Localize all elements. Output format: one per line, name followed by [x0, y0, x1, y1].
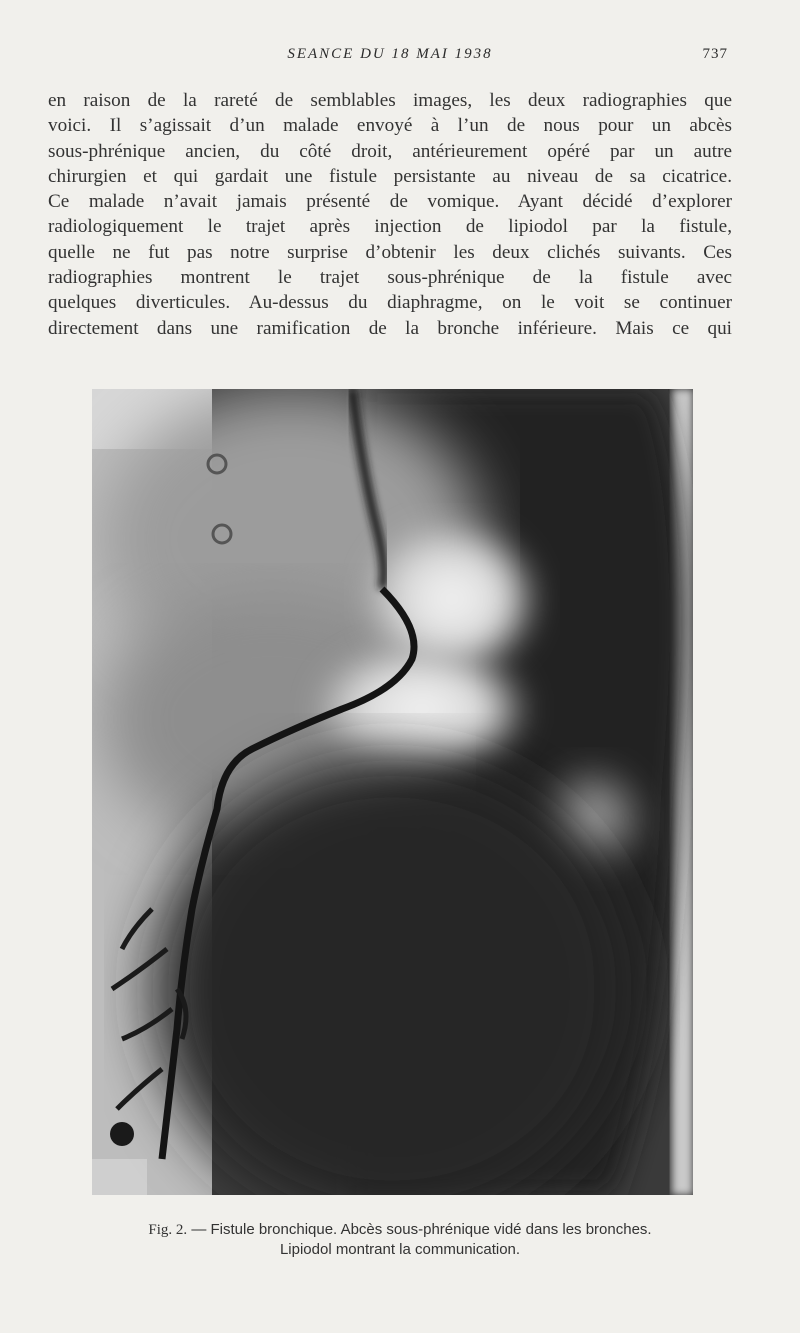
- body-line: sous-phrénique ancien, du côté droit, antérieurement opéré par un autre: [48, 140, 732, 162]
- body-line: radiographies montrent le trajet sous-phrénique de la fistule avec: [48, 267, 732, 289]
- caption-line-1: [60, 1220, 740, 1240]
- radiograph-image: [92, 389, 693, 1195]
- body-line: voici. Il s’agissait d’un malade envoyé à l’un de nous pour un abcès: [48, 115, 732, 137]
- body-line: Ce malade n’avait jamais présenté de vomique. Ayant décidé d’explorer: [48, 191, 732, 213]
- body-line: quelques diverticules. Au-dessus du diaphragme, on le voit se continuer: [48, 292, 732, 314]
- radiograph-figure: [92, 389, 693, 1195]
- page-header: [48, 46, 732, 70]
- body-line: en raison de la rareté de semblables images, les deux radiographies que: [48, 90, 732, 111]
- body-line: directement dans une ramification de la bronche inférieure. Mais ce qui: [48, 317, 732, 339]
- caption-text: — Fistule bronchique. Abcès sous-phrénique vidé dans les bronches.: [187, 1221, 652, 1238]
- body-paragraph: [48, 88, 732, 341]
- caption-line-2: Lipiodol montrant la communication.: [279, 1241, 521, 1258]
- body-line: radiologiquement le trajet après injection de lipiodol par la fistule,: [48, 216, 732, 238]
- figure-caption: [60, 1220, 740, 1260]
- running-title: SEANCE DU 18 MAI 1938: [287, 46, 493, 62]
- page-number: 737: [702, 46, 728, 62]
- body-line: quelle ne fut pas notre surprise d’obtenir les deux clichés suivants. Ces: [48, 241, 732, 263]
- body-line: chirurgien et qui gardait une fistule persistante au niveau de sa cicatrice.: [48, 165, 732, 187]
- caption-label: Fig. 2.: [148, 1222, 188, 1238]
